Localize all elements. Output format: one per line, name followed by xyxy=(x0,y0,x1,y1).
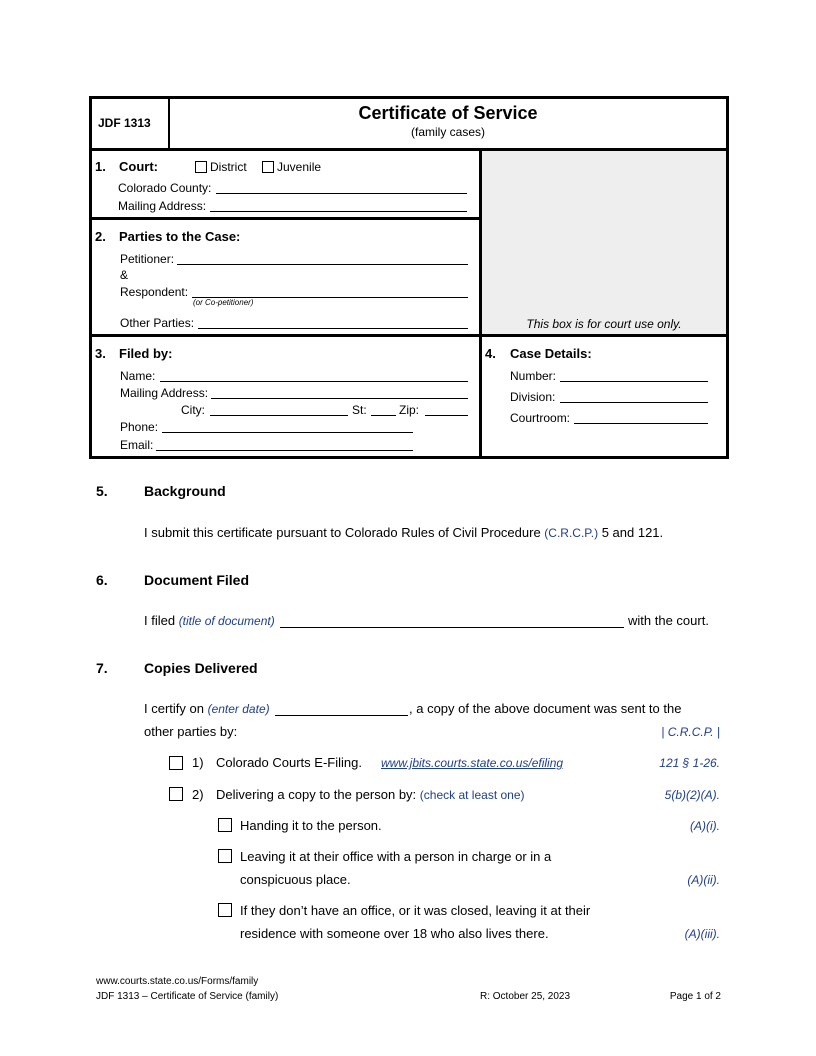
footer-url: www.courts.state.co.us/Forms/family xyxy=(96,976,259,987)
opt2-ref: 5(b)(2)(A). xyxy=(664,788,720,802)
petitioner-label: Petitioner: xyxy=(120,252,175,266)
section5-text-a: I submit this certificate pursuant to Colorado Rules of Civil Procedure xyxy=(144,525,545,540)
state-label: St: xyxy=(352,403,367,417)
court-use-box xyxy=(482,151,726,334)
case-details-num: 4. xyxy=(485,346,496,361)
sub-c-line1: If they don’t have an office, or it was closed, leaving it at their xyxy=(240,903,591,918)
name-field[interactable] xyxy=(160,381,468,382)
district-checkbox[interactable] xyxy=(195,161,207,173)
email-label: Email: xyxy=(120,438,154,452)
court-num: 1. xyxy=(95,159,106,174)
phone-label: Phone: xyxy=(120,420,159,434)
city-field[interactable] xyxy=(210,415,348,416)
section5-num: 5. xyxy=(96,483,108,499)
opt2-label: Delivering a copy to the person by: xyxy=(216,787,420,802)
division-label: Division: xyxy=(510,390,556,404)
opt2-num: 2) xyxy=(192,787,204,802)
date-hint: (enter date) xyxy=(207,702,270,716)
opt1-ref: 121 § 1-26. xyxy=(659,756,720,770)
sub-a-ref: (A)(i). xyxy=(690,819,720,833)
section7-heading: Copies Delivered xyxy=(144,660,258,676)
sub-b-line1: Leaving it at their office with a person in charge or in a xyxy=(240,849,552,864)
date-field[interactable] xyxy=(275,715,408,716)
efiling-link[interactable]: www.jbits.courts.state.co.us/efiling xyxy=(381,756,564,770)
page-subtitle: (family cases) xyxy=(410,125,485,139)
filer-mailing-field[interactable] xyxy=(211,398,468,399)
section6-num: 6. xyxy=(96,572,108,588)
section5-heading: Background xyxy=(144,483,226,499)
zip-label: Zip: xyxy=(399,403,420,417)
footer-revision: R: October 25, 2023 xyxy=(480,991,571,1002)
county-field[interactable] xyxy=(216,193,467,194)
residence-delivery-checkbox[interactable] xyxy=(218,903,232,917)
other-parties-label: Other Parties: xyxy=(120,316,195,330)
petitioner-field[interactable] xyxy=(177,264,468,265)
hand-delivery-checkbox[interactable] xyxy=(218,818,232,832)
page-title: Certificate of Service xyxy=(358,103,538,123)
section5-text xyxy=(144,525,663,540)
name-label: Name: xyxy=(120,369,156,383)
case-details-label: Case Details: xyxy=(510,346,592,361)
juvenile-checkbox[interactable] xyxy=(262,161,274,173)
city-label: City: xyxy=(181,403,205,417)
sub-b-ref: (A)(ii). xyxy=(687,873,720,887)
zip-field[interactable] xyxy=(425,415,468,416)
filed-by-label: Filed by: xyxy=(119,346,173,361)
footer-form-title: JDF 1313 – Certificate of Service (family) xyxy=(96,991,279,1002)
district-label: District xyxy=(210,160,247,174)
section6-text-a: I filed xyxy=(144,613,179,628)
section5-text-b: 5 and 121. xyxy=(598,525,664,540)
county-label: Colorado County: xyxy=(118,181,212,195)
section6-text xyxy=(144,613,275,628)
court-label: Court: xyxy=(119,159,158,174)
filer-mailing-label: Mailing Address: xyxy=(120,386,209,400)
court-mailing-field[interactable] xyxy=(210,211,467,212)
sub-c-ref: (A)(iii). xyxy=(684,927,720,941)
document-title-field[interactable] xyxy=(280,627,624,628)
section7-num: 7. xyxy=(96,660,108,676)
courtroom-label: Courtroom: xyxy=(510,411,571,425)
respondent-label: Respondent: xyxy=(120,285,189,299)
division-field[interactable] xyxy=(560,402,708,403)
delivery-checkbox[interactable] xyxy=(169,787,183,801)
sub-b-line2: conspicuous place. xyxy=(240,872,351,887)
form-id: JDF 1313 xyxy=(98,116,151,130)
crcp-ref-header: | C.R.C.P. | xyxy=(661,725,720,739)
title-hint: (title of document) xyxy=(178,614,275,628)
sub-a-label: Handing it to the person. xyxy=(240,818,382,833)
crcp-abbrev: (C.R.C.P.) xyxy=(544,526,599,540)
court-mailing-label: Mailing Address: xyxy=(118,199,207,213)
section6-text-b: with the court. xyxy=(628,613,709,628)
opt2-hint: (check at least one) xyxy=(419,788,525,802)
other-parties-field[interactable] xyxy=(198,328,468,329)
filed-by-num: 3. xyxy=(95,346,106,361)
phone-field[interactable] xyxy=(162,432,413,433)
copetitioner-note: (or Co-petitioner) xyxy=(193,298,254,307)
ampersand: & xyxy=(120,268,129,282)
state-field[interactable] xyxy=(371,415,396,416)
section7-text-a: I certify on xyxy=(144,701,208,716)
footer-page-number: Page 1 of 2 xyxy=(669,991,721,1002)
office-delivery-checkbox[interactable] xyxy=(218,849,232,863)
sub-c-line2: residence with someone over 18 who also lives there. xyxy=(240,926,549,941)
parties-label: Parties to the Case: xyxy=(119,229,241,244)
section6-heading: Document Filed xyxy=(144,572,250,588)
email-field[interactable] xyxy=(156,450,413,451)
courtroom-field[interactable] xyxy=(574,423,708,424)
parties-num: 2. xyxy=(95,229,106,244)
section7-text-c: other parties by: xyxy=(144,724,238,739)
case-number-label: Number: xyxy=(510,369,557,383)
efiling-checkbox[interactable] xyxy=(169,756,183,770)
section7-text xyxy=(144,701,270,716)
case-number-field[interactable] xyxy=(560,381,708,382)
section7-text-b: , a copy of the above document was sent to the xyxy=(409,701,682,716)
opt1-num: 1) xyxy=(192,755,204,770)
opt1-label: Colorado Courts E-Filing. xyxy=(216,755,362,770)
opt2-text xyxy=(216,787,525,802)
juvenile-label: Juvenile xyxy=(277,160,322,174)
court-use-note: This box is for court use only. xyxy=(526,317,682,331)
